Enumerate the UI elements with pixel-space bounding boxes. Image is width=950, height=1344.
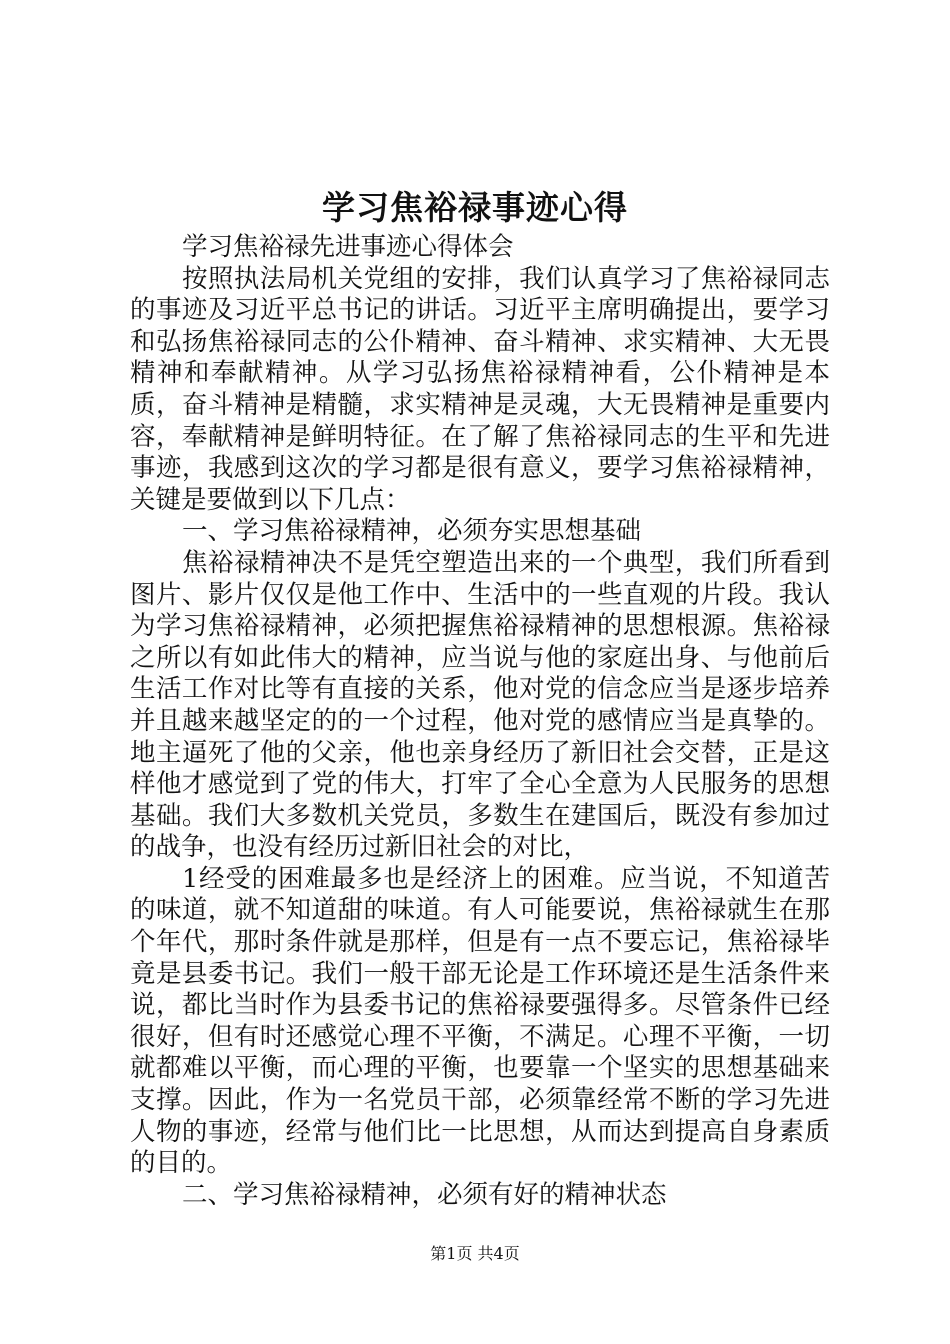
- section-heading: 二、学习焦裕禄精神，必须有好的精神状态: [182, 1179, 667, 1210]
- page-title: 学习焦裕禄事迹心得: [322, 188, 628, 227]
- body-paragraph: 1经受的困难最多也是经济上的困难。应当说，不知道苦的味道，就不知道甜的味道。有人可能要说，焦裕禄就生在那个年代，那时条件就是那样，但是有一点不要忘记，焦裕禄毕竟是县委书记。我们一般干部无论是工作环境还是生活条件来说，都比当时作为县委书记的焦裕禄要强得多。尽管条件已经很好，但有时还感觉心理不平衡，不满足。心理不平衡，一切就都难以平衡，而心理的平衡，也要靠一个坚实的思想基础来支撑。因此，作为一名党员干部，必须靠经常不断的学习先进人物的事迹，经常与他们比一比思想，从而达到提高自身素质的目的。: [130, 863, 830, 1179]
- body-paragraph: 按照执法局机关党组的安排，我们认真学习了焦裕禄同志的事迹及习近平总书记的讲话。习近平主席明确提出，要学习和弘扬焦裕禄同志的公仆精神、奋斗精神、求实精神、大无畏精神和奉献精神。从学习弘扬焦裕禄精神看，公仆精神是本质，奋斗精神是精髓，求实精神是灵魂，大无畏精神是重要内容，奉献精神是鲜明特征。在了解了焦裕禄同志的生平和先进事迹，我感到这次的学习都是很有意义，要学习焦裕禄精神，关键是要做到以下几点：: [130, 263, 830, 515]
- document-body: [130, 232, 830, 1211]
- body-paragraph: 焦裕禄精神决不是凭空塑造出来的一个典型，我们所看到图片、影片仅仅是他工作中、生活中的一些直观的片段。我认为学习焦裕禄精神，必须把握焦裕禄精神的思想根源。焦裕禄之所以有如此伟大的精神，应当说与他的家庭出身、与他前后生活工作对比等有直接的关系，他对党的信念应当是逐步培养并且越来越坚定的的一个过程，他对党的感情应当是真挚的。地主逼死了他的父亲，他也亲身经历了新旧社会交替，正是这样他才感觉到了党的伟大，打牢了全心全意为人民服务的思想基础。我们大多数机关党员，多数生在建国后，既没有参加过的战争，也没有经历过新旧社会的对比，: [130, 547, 830, 863]
- page-number-footer: 第1页 共4页: [430, 1244, 520, 1263]
- subtitle-paragraph: 学习焦裕禄先进事迹心得体会: [182, 232, 514, 262]
- section-heading: 一、学习焦裕禄精神，必须夯实思想基础: [182, 516, 642, 547]
